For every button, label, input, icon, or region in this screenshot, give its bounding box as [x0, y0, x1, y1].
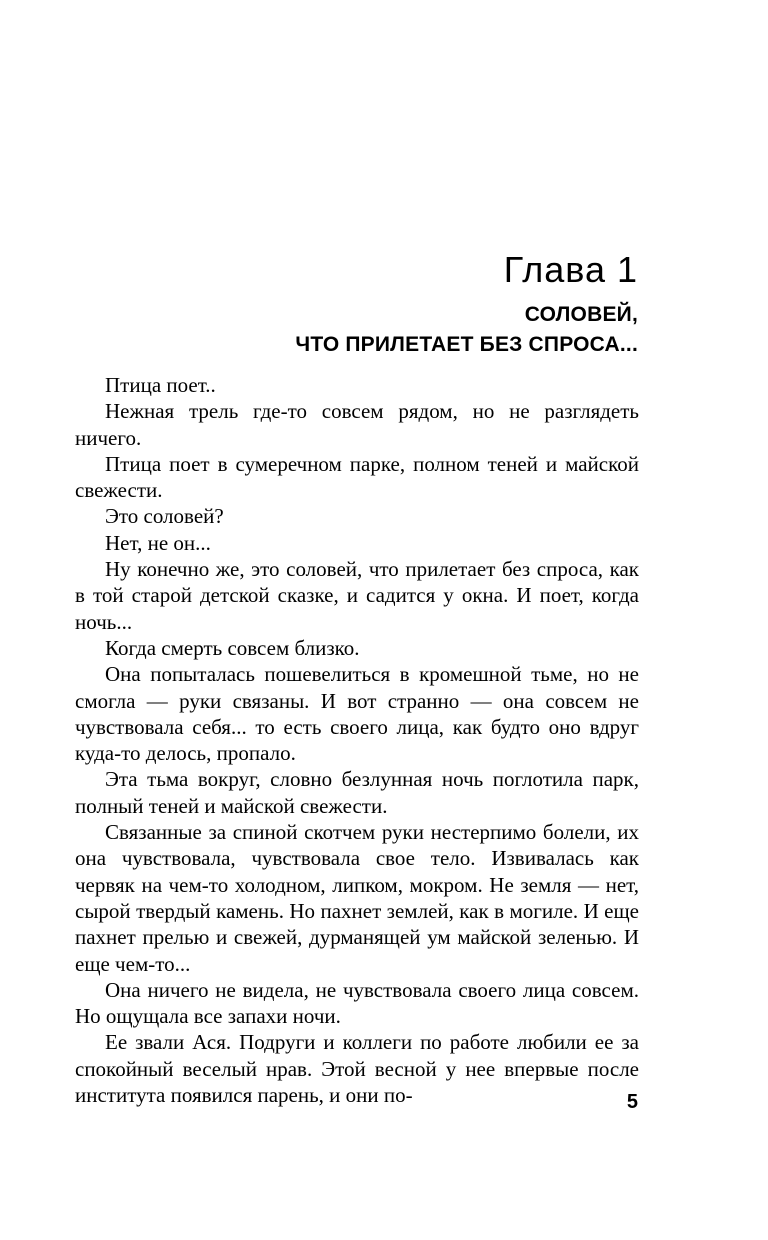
page-number: 5 — [626, 1091, 638, 1113]
chapter-subtitle-line-1: СОЛОВЕЙ, — [524, 303, 638, 326]
paragraph-8: Она попыталась пошевелиться в кромешной тьме, но не смогла — руки связаны. И вот странно — она совсем не чувствовала себя... то есть своего лица, как будто оно вдруг куда-то делось, пропало. — [75, 662, 639, 766]
paragraph-10: Связанные за спиной скотчем руки нестерпимо болели, их она чувствовала, чувствовала свое тело. Извивалась как червяк на чем-то холодном, липком, мокром. Не земля — нет, сырой твердый камень. Но пахнет землей, как в могиле. И еще пахнет прелью и свежей, дурманящей ум майской зеленью. И еще чем-то... — [75, 820, 639, 976]
chapter-subtitle-line-2: ЧТО ПРИЛЕТАЕТ БЕЗ СПРОСА... — [295, 333, 638, 356]
paragraph-12: Ее звали Ася. Подруги и коллеги по работе любили ее за спокойный веселый нрав. Этой весной у нее впервые после института появился парень, и они по- — [75, 1030, 639, 1108]
paragraph-6: Ну конечно же, это соловей, что прилетает без спроса, как в той старой детской сказке, и садится у окна. И поет, когда ночь... — [75, 557, 639, 634]
paragraph-1: Птица поет.. — [105, 373, 216, 397]
paragraph-5: Нет, не он... — [105, 530, 211, 555]
paragraph-11: Она ничего не видела, не чувствовала своего лица совсем. Но ощущала все запахи ночи. — [75, 977, 639, 1029]
paragraph-3: Птица поет в сумеречном парке, полном теней и майской свежести. — [75, 451, 639, 503]
paragraph-7: Когда смерть совсем близко. — [105, 635, 360, 660]
paragraph-2: Нежная трель где-то совсем рядом, но не разглядеть ничего. — [75, 399, 639, 450]
chapter-subtitle — [295, 300, 638, 360]
body-text — [75, 372, 639, 1108]
paragraph-4: Это соловей? — [105, 504, 224, 529]
chapter-heading: Глава 1 — [503, 249, 638, 290]
paragraph-9: Эта тьма вокруг, словно безлунная ночь поглотила парк, полный теней и майской свежести. — [75, 767, 639, 818]
